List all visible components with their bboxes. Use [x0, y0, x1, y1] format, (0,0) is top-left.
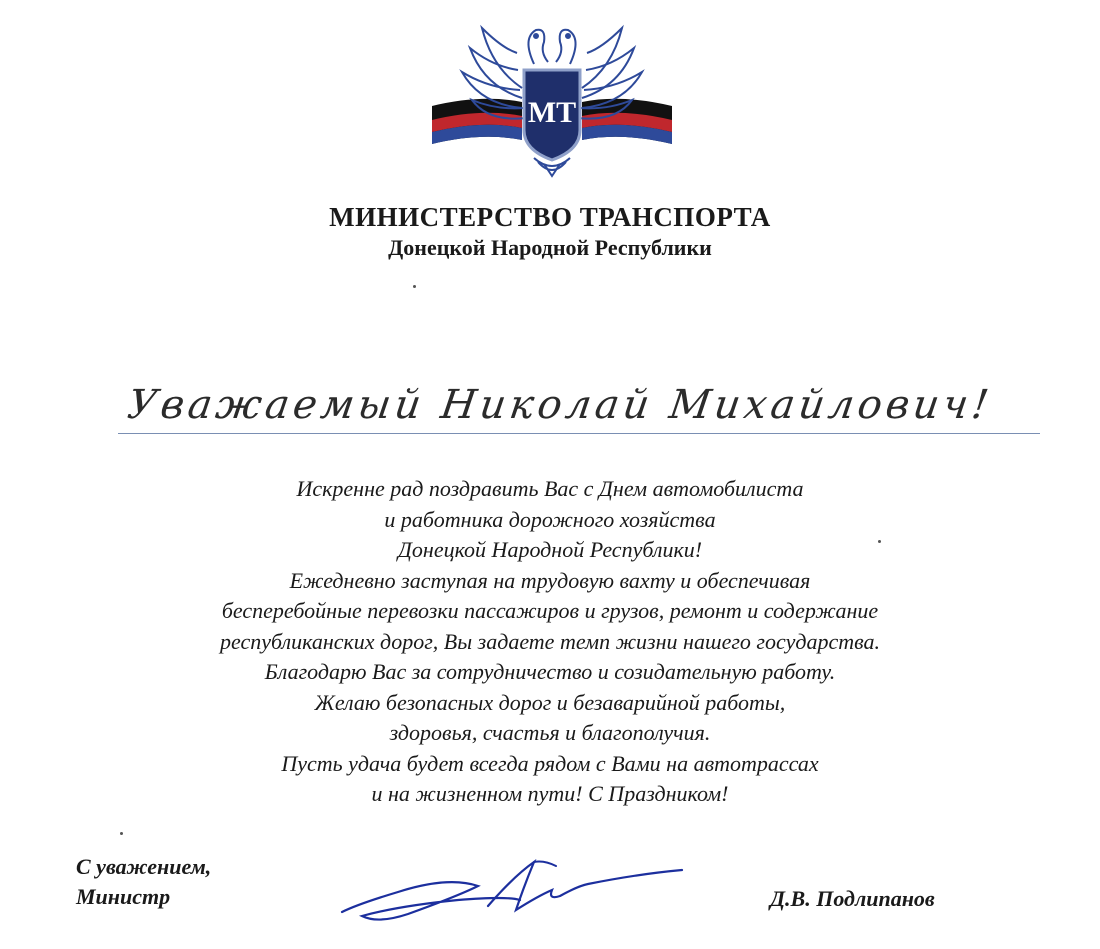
body-line: здоровья, счастья и благополучия.	[389, 720, 711, 745]
republic-name: Донецкой Народной Республики	[388, 235, 712, 260]
handwritten-signature	[338, 856, 684, 928]
salutation-line	[118, 370, 1040, 434]
body-line: Искренне рад поздравить Вас с Днем автомобилиста	[296, 476, 804, 501]
body-line: Благодарю Вас за сотрудничество и созидательную работу.	[264, 659, 836, 684]
body-line: и на жизненном пути! С Праздником!	[371, 781, 729, 806]
body-line: Желаю безопасных дорог и безаварийной работы,	[314, 689, 786, 715]
body-line: Ежедневно заступая на трудовую вахту и обеспечивая	[289, 567, 811, 593]
body-line: бесперебойные перевозки пассажиров и грузов, ремонт и содержание	[221, 598, 879, 623]
double-headed-eagle-icon	[422, 8, 682, 178]
paper-speck	[120, 832, 123, 835]
body-line: Пусть удача будет всегда рядом с Вами на автотрассах	[281, 750, 819, 776]
ministry-emblem	[422, 8, 682, 178]
salutation-underline	[118, 433, 1040, 434]
letter-body	[60, 474, 1040, 810]
signatory-name: Д.В. Подлипанов	[770, 886, 935, 911]
letterhead	[0, 200, 1100, 262]
signature-icon	[338, 856, 684, 928]
closing-block	[76, 852, 211, 912]
signer-position: Министр	[76, 884, 171, 909]
handwritten-salutation: Уважаемый Николай Михайлович!	[124, 382, 996, 428]
body-line: республиканских дорог, Вы задаете темп жизни нашего государства.	[219, 628, 881, 654]
closing-regards: С уважением,	[76, 854, 212, 879]
ministry-name: МИНИСТЕРСТВО ТРАНСПОРТА	[329, 202, 771, 232]
body-line: и работника дорожного хозяйства	[384, 506, 716, 532]
paper-speck	[413, 285, 416, 288]
emblem-monogram: МТ	[527, 96, 577, 129]
body-line: Донецкой Народной Республики!	[397, 537, 703, 562]
